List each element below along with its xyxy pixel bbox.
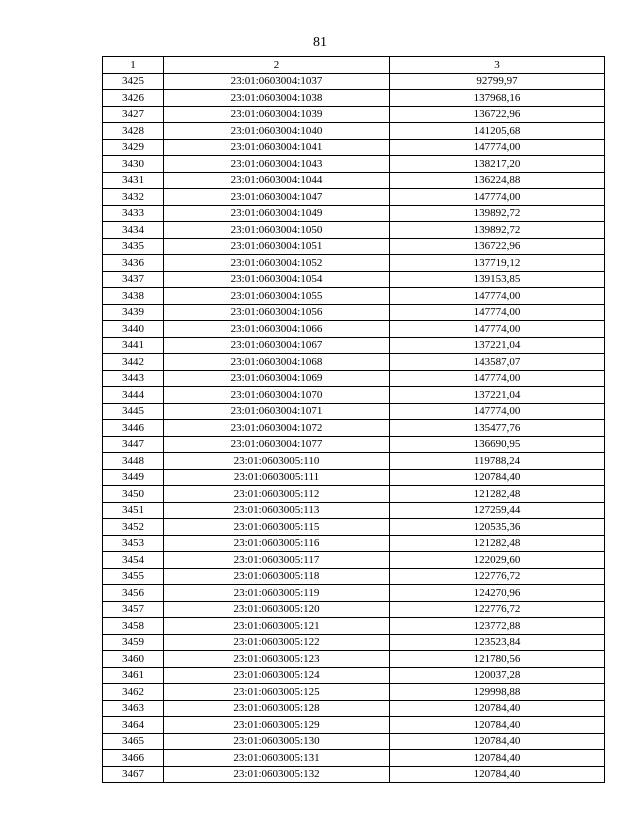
value-cell: 139892,72	[390, 205, 605, 222]
value-cell: 137968,16	[390, 90, 605, 107]
cadastral-number-cell: 23:01:0603005:113	[164, 502, 390, 519]
value-cell: 143587,07	[390, 354, 605, 371]
row-number-cell: 3458	[103, 618, 164, 635]
cadastral-number-cell: 23:01:0603005:118	[164, 568, 390, 585]
value-cell: 121780,56	[390, 651, 605, 668]
value-cell: 147774,00	[390, 370, 605, 387]
row-number-cell: 3450	[103, 486, 164, 503]
table-row	[103, 90, 605, 107]
cadastral-number-cell: 23:01:0603004:1055	[164, 288, 390, 305]
table-row	[103, 73, 605, 90]
table-row	[103, 502, 605, 519]
cadastral-number-cell: 23:01:0603005:120	[164, 601, 390, 618]
table-row	[103, 684, 605, 701]
value-cell: 120784,40	[390, 717, 605, 734]
table-row	[103, 387, 605, 404]
column-header-value: 3	[390, 57, 605, 74]
row-number-cell: 3441	[103, 337, 164, 354]
row-number-cell: 3449	[103, 469, 164, 486]
row-number-cell: 3451	[103, 502, 164, 519]
page-number: 81	[313, 35, 327, 50]
row-number-cell: 3427	[103, 106, 164, 123]
table-row	[103, 552, 605, 569]
value-cell: 147774,00	[390, 304, 605, 321]
cadastral-number-cell: 23:01:0603004:1056	[164, 304, 390, 321]
row-number-cell: 3456	[103, 585, 164, 602]
value-cell: 127259,44	[390, 502, 605, 519]
table-row	[103, 700, 605, 717]
cadastral-number-cell: 23:01:0603005:124	[164, 667, 390, 684]
cadastral-number-cell: 23:01:0603004:1054	[164, 271, 390, 288]
cadastral-number-cell: 23:01:0603004:1072	[164, 420, 390, 437]
cadastral-number-cell: 23:01:0603005:131	[164, 750, 390, 767]
row-number-cell: 3433	[103, 205, 164, 222]
value-cell: 120784,40	[390, 469, 605, 486]
value-cell: 147774,00	[390, 139, 605, 156]
table-body	[103, 73, 605, 783]
cadastral-number-cell: 23:01:0603005:110	[164, 453, 390, 470]
value-cell: 139892,72	[390, 222, 605, 239]
cadastral-number-cell: 23:01:0603004:1047	[164, 189, 390, 206]
table-row	[103, 453, 605, 470]
row-number-cell: 3439	[103, 304, 164, 321]
cadastral-number-cell: 23:01:0603005:125	[164, 684, 390, 701]
table-row	[103, 106, 605, 123]
row-number-cell: 3452	[103, 519, 164, 536]
value-cell: 92799,97	[390, 73, 605, 90]
row-number-cell: 3446	[103, 420, 164, 437]
row-number-cell: 3460	[103, 651, 164, 668]
cadastral-number-cell: 23:01:0603005:112	[164, 486, 390, 503]
cadastral-number-cell: 23:01:0603004:1050	[164, 222, 390, 239]
row-number-cell: 3466	[103, 750, 164, 767]
table-row	[103, 370, 605, 387]
row-number-cell: 3467	[103, 766, 164, 783]
cadastral-number-cell: 23:01:0603005:129	[164, 717, 390, 734]
table-row	[103, 486, 605, 503]
table-row	[103, 354, 605, 371]
table-row	[103, 139, 605, 156]
row-number-cell: 3463	[103, 700, 164, 717]
table-row	[103, 304, 605, 321]
row-number-cell: 3426	[103, 90, 164, 107]
row-number-cell: 3461	[103, 667, 164, 684]
cadastral-number-cell: 23:01:0603005:130	[164, 733, 390, 750]
cadastral-number-cell: 23:01:0603005:132	[164, 766, 390, 783]
cadastral-number-cell: 23:01:0603005:122	[164, 634, 390, 651]
table-row	[103, 337, 605, 354]
table-row	[103, 634, 605, 651]
cadastral-number-cell: 23:01:0603005:116	[164, 535, 390, 552]
column-header-number: 1	[103, 57, 164, 74]
table-row	[103, 420, 605, 437]
cadastral-number-cell: 23:01:0603005:119	[164, 585, 390, 602]
row-number-cell: 3436	[103, 255, 164, 272]
row-number-cell: 3457	[103, 601, 164, 618]
cadastral-number-cell: 23:01:0603004:1067	[164, 337, 390, 354]
table-row	[103, 238, 605, 255]
table-row	[103, 288, 605, 305]
table-row	[103, 255, 605, 272]
value-cell: 137719,12	[390, 255, 605, 272]
value-cell: 120037,28	[390, 667, 605, 684]
cadastral-number-cell: 23:01:0603005:128	[164, 700, 390, 717]
value-cell: 119788,24	[390, 453, 605, 470]
cadastral-number-cell: 23:01:0603004:1071	[164, 403, 390, 420]
value-cell: 137221,04	[390, 337, 605, 354]
value-cell: 147774,00	[390, 288, 605, 305]
cadastral-number-cell: 23:01:0603004:1041	[164, 139, 390, 156]
value-cell: 122776,72	[390, 568, 605, 585]
row-number-cell: 3425	[103, 73, 164, 90]
row-number-cell: 3444	[103, 387, 164, 404]
table-header-row	[103, 57, 605, 74]
cadastral-number-cell: 23:01:0603004:1069	[164, 370, 390, 387]
table-row	[103, 618, 605, 635]
cadastral-number-cell: 23:01:0603004:1038	[164, 90, 390, 107]
value-cell: 124270,96	[390, 585, 605, 602]
row-number-cell: 3462	[103, 684, 164, 701]
value-cell: 120784,40	[390, 766, 605, 783]
value-cell: 136722,96	[390, 238, 605, 255]
row-number-cell: 3445	[103, 403, 164, 420]
value-cell: 147774,00	[390, 321, 605, 338]
table-row	[103, 519, 605, 536]
cadastral-number-cell: 23:01:0603005:121	[164, 618, 390, 635]
row-number-cell: 3437	[103, 271, 164, 288]
table-row	[103, 568, 605, 585]
table-row	[103, 469, 605, 486]
value-cell: 122776,72	[390, 601, 605, 618]
table-row	[103, 205, 605, 222]
row-number-cell: 3429	[103, 139, 164, 156]
cadastral-number-cell: 23:01:0603005:115	[164, 519, 390, 536]
table-row	[103, 766, 605, 783]
row-number-cell: 3464	[103, 717, 164, 734]
cadastral-number-cell: 23:01:0603004:1039	[164, 106, 390, 123]
row-number-cell: 3431	[103, 172, 164, 189]
table-row	[103, 156, 605, 173]
column-header-cadastral-number: 2	[164, 57, 390, 74]
value-cell: 120535,36	[390, 519, 605, 536]
value-cell: 136722,96	[390, 106, 605, 123]
row-number-cell: 3447	[103, 436, 164, 453]
value-cell: 138217,20	[390, 156, 605, 173]
cadastral-number-cell: 23:01:0603004:1051	[164, 238, 390, 255]
value-cell: 136690,95	[390, 436, 605, 453]
table-row	[103, 271, 605, 288]
table-row	[103, 123, 605, 140]
cadastral-number-cell: 23:01:0603004:1077	[164, 436, 390, 453]
row-number-cell: 3435	[103, 238, 164, 255]
value-cell: 141205,68	[390, 123, 605, 140]
row-number-cell: 3443	[103, 370, 164, 387]
row-number-cell: 3430	[103, 156, 164, 173]
row-number-cell: 3459	[103, 634, 164, 651]
value-cell: 129998,88	[390, 684, 605, 701]
value-cell: 147774,00	[390, 189, 605, 206]
table-row	[103, 733, 605, 750]
table-row	[103, 403, 605, 420]
row-number-cell: 3438	[103, 288, 164, 305]
value-cell: 123523,84	[390, 634, 605, 651]
table-row	[103, 436, 605, 453]
value-cell: 147774,00	[390, 403, 605, 420]
table-row	[103, 222, 605, 239]
value-cell: 135477,76	[390, 420, 605, 437]
table-row	[103, 717, 605, 734]
value-cell: 121282,48	[390, 486, 605, 503]
row-number-cell: 3448	[103, 453, 164, 470]
table-row	[103, 535, 605, 552]
cadastral-number-cell: 23:01:0603004:1037	[164, 73, 390, 90]
value-cell: 122029,60	[390, 552, 605, 569]
table-row	[103, 189, 605, 206]
cadastral-number-cell: 23:01:0603004:1044	[164, 172, 390, 189]
cadastral-number-cell: 23:01:0603004:1066	[164, 321, 390, 338]
value-cell: 123772,88	[390, 618, 605, 635]
row-number-cell: 3440	[103, 321, 164, 338]
value-cell: 136224,88	[390, 172, 605, 189]
row-number-cell: 3442	[103, 354, 164, 371]
row-number-cell: 3432	[103, 189, 164, 206]
cadastral-number-cell: 23:01:0603005:123	[164, 651, 390, 668]
cadastral-number-cell: 23:01:0603004:1070	[164, 387, 390, 404]
row-number-cell: 3454	[103, 552, 164, 569]
cadastral-number-cell: 23:01:0603004:1052	[164, 255, 390, 272]
row-number-cell: 3465	[103, 733, 164, 750]
value-cell: 120784,40	[390, 700, 605, 717]
table-row	[103, 750, 605, 767]
row-number-cell: 3434	[103, 222, 164, 239]
row-number-cell: 3428	[103, 123, 164, 140]
row-number-cell: 3455	[103, 568, 164, 585]
value-cell: 137221,04	[390, 387, 605, 404]
cadastral-value-table	[102, 56, 605, 783]
cadastral-number-cell: 23:01:0603004:1043	[164, 156, 390, 173]
cadastral-number-cell: 23:01:0603004:1068	[164, 354, 390, 371]
cadastral-number-cell: 23:01:0603005:111	[164, 469, 390, 486]
value-cell: 139153,85	[390, 271, 605, 288]
table-row	[103, 651, 605, 668]
cadastral-number-cell: 23:01:0603005:117	[164, 552, 390, 569]
value-cell: 120784,40	[390, 750, 605, 767]
table-row	[103, 667, 605, 684]
table-row	[103, 601, 605, 618]
value-cell: 121282,48	[390, 535, 605, 552]
table-row	[103, 585, 605, 602]
table-row	[103, 172, 605, 189]
value-cell: 120784,40	[390, 733, 605, 750]
table-row	[103, 321, 605, 338]
cadastral-number-cell: 23:01:0603004:1040	[164, 123, 390, 140]
row-number-cell: 3453	[103, 535, 164, 552]
cadastral-number-cell: 23:01:0603004:1049	[164, 205, 390, 222]
